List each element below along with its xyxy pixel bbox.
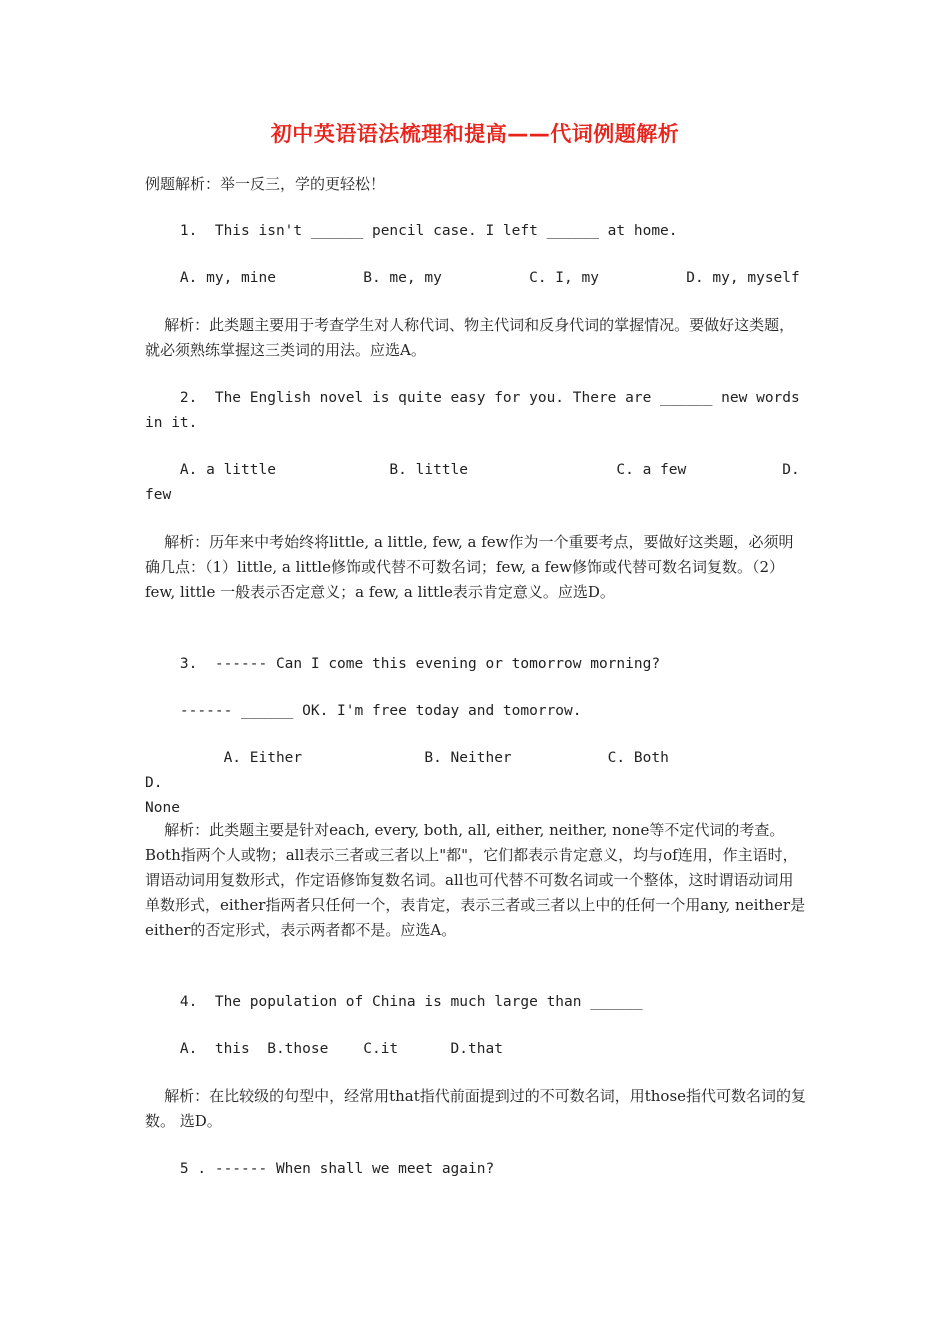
page-title: 初中英语语法梳理和提高——代词例题解析 bbox=[270, 122, 680, 146]
question-1-stem: 1. This isn't ______ pencil case. I left ______ at home. bbox=[145, 223, 678, 239]
question-5-stem: 5 . ------ When shall we meet again? bbox=[145, 1161, 495, 1177]
question-4-analysis: 解析：在比较级的句型中，经常用that指代前面提到过的不可数名词，用those指代可数名词的复数。 选D。 bbox=[145, 1087, 807, 1130]
question-3-stem: 3. ------ Can I come this evening or tomorrow morning? bbox=[145, 656, 661, 672]
question-1-options: A. my, mine B. me, my C. I, my D. my, myself bbox=[145, 270, 800, 286]
question-3-options: A. Either B. Neither C. Both D. None bbox=[145, 750, 669, 816]
question-4-options: A. this B.those C.it D.that bbox=[145, 1041, 503, 1057]
question-1-analysis: 解析：此类题主要用于考查学生对人称代词、物主代词和反身代词的掌握情况。要做好这类题，就必须熟练掌握这三类词的用法。应选A。 bbox=[145, 316, 795, 359]
question-2-analysis: 解析：历年来中考始终将little, a little, few, a few作为一个重要考点，要做好这类题，必须明确几点：（1）little, a little修饰或代替不可数名词；few, a few修饰或代替可数名词复数。（2）few, little 一般表示否定意义；a few, a little表示肯定意义。应选D。 bbox=[145, 533, 794, 601]
question-2-stem: 2. The English novel is quite easy for you. There are ______ new words in it. bbox=[145, 390, 809, 431]
intro-text: 例题解析：举一反三，学的更轻松！ bbox=[145, 175, 386, 193]
question-2-options: A. a little B. little C. a few D. few bbox=[145, 462, 800, 503]
question-4-stem: 4. The population of China is much large than ______ bbox=[145, 994, 643, 1010]
question-3-reply: ------ ______ OK. I'm free today and tomorrow. bbox=[145, 703, 582, 719]
question-3-analysis: 解析：此类题主要是针对each, every, both, all, either, neither, none等不定代词的考查。Both指两个人或物；all表示三者或三者以上"都"，它们都表示肯定意义，均与of连用，作主语时，谓语动词用复数形式，作定语修饰复数名词。all也可代替不可数名词或一个整体，这时谓语动词用单数形式，either指两者只任何一个，表肯定，表示三者或三者以上中的任何一个用any, neither是either的否定形式，表示两者都不是。应选A。 bbox=[145, 821, 806, 939]
